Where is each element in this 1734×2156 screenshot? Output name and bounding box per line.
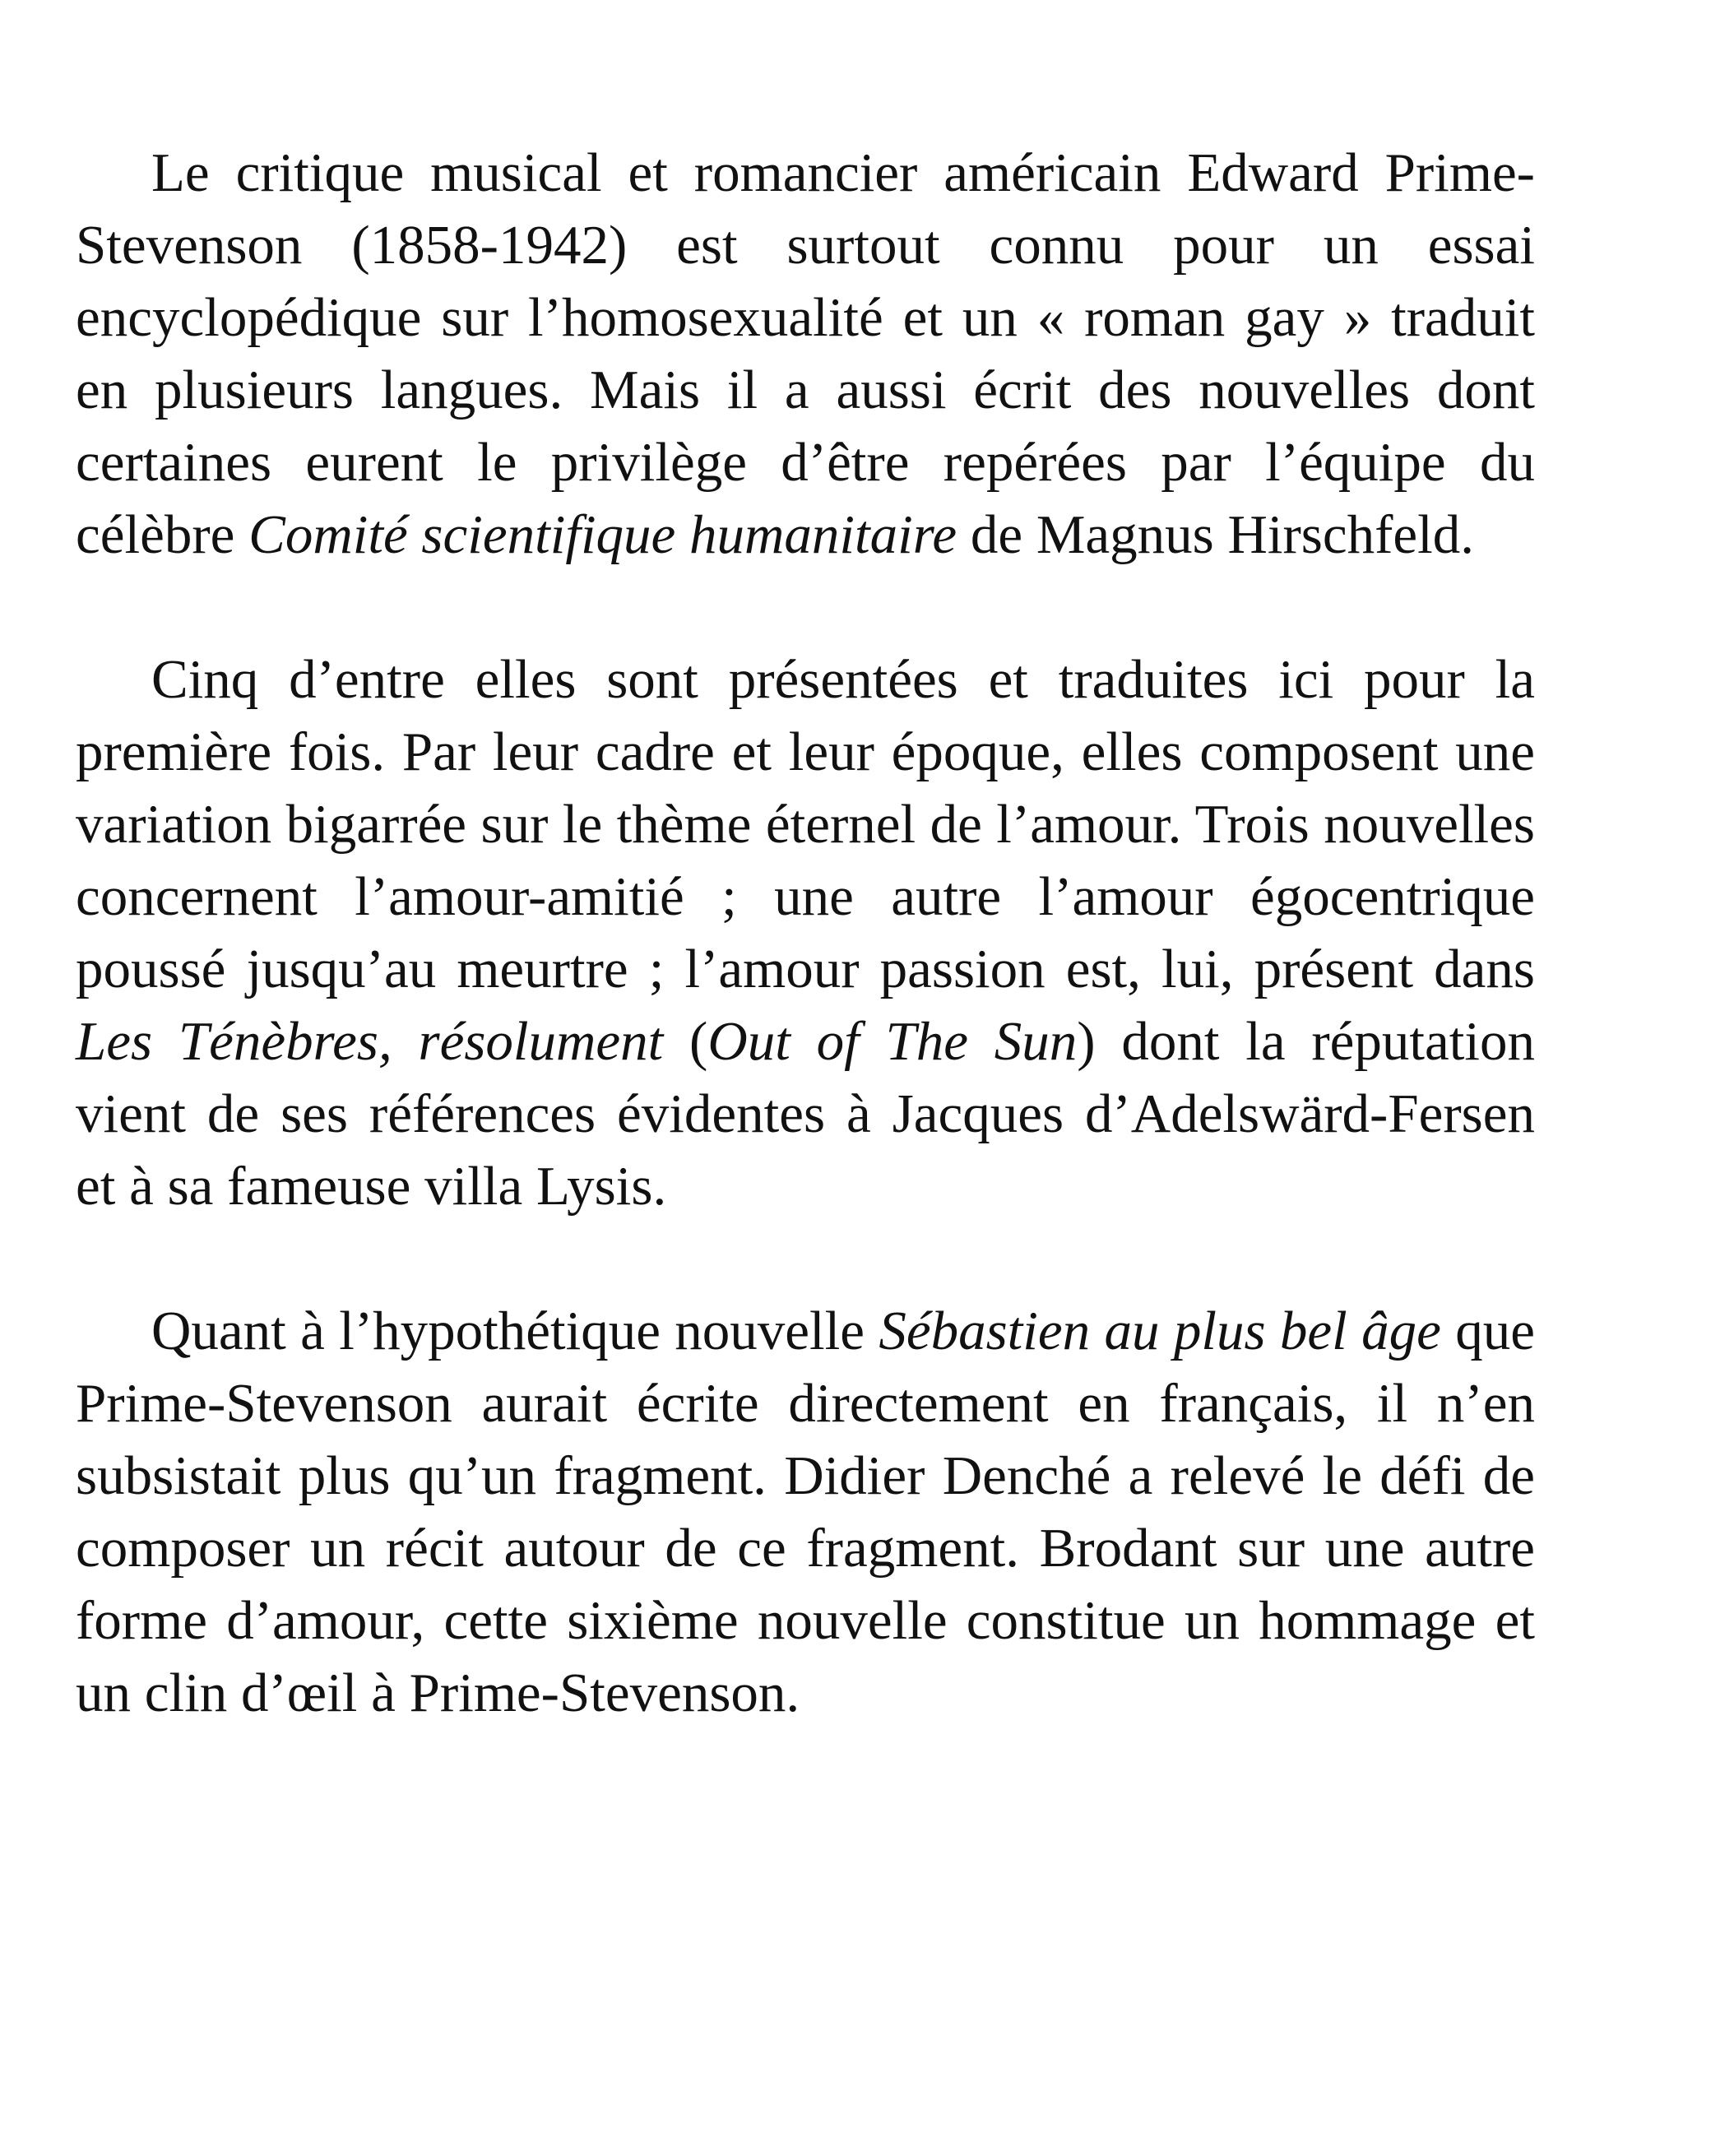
book-blurb <box>76 137 1535 1729</box>
intro-text-2: de Magnus Hirschfeld. <box>957 504 1475 565</box>
sebastien-title: Sébastien au plus bel âge <box>879 1301 1441 1361</box>
stories-text-2: ( <box>663 1011 708 1072</box>
intro-title-comite: Comité scientifique humanitaire <box>248 504 957 565</box>
sebastien-text-2: que Prime-Stevenson aurait écrite directement en français, il n’en subsistait plus qu’un fragment. Didier Denché a relevé le défi de composer un récit autour de ce fragment. Brodant sur une autre forme d’amour, cette sixième nouvelle constitue un hommage et un clin d’œil à Prime-Stevenson. <box>76 1301 1535 1723</box>
stories-text-1: Cinq d’entre elles sont présentées et traduites ici pour la première fois. Par leur cadre et leur époque, elles composent une variation bigarrée sur le thème éternel de l’amour. Trois nouvelles concernent l’amour-amitié ; une autre l’amour égocentrique poussé jusqu’au meurtre ; l’amour passion est, lui, présent dans <box>76 649 1535 999</box>
intro-text-1: Le critique musical et romancier américain Edward Prime-Stevenson (1858-1942) est surtout connu pour un essai encyclopédique sur l’homosexualité et un « roman gay » traduit en plusieurs langues. Mais il a aussi écrit des nouvelles dont certaines eurent le privilège d’être repérées par l’équipe du célèbre <box>76 142 1535 565</box>
sebastien-text-1: Quant à l’hypothétique nouvelle <box>151 1301 879 1361</box>
paragraph-stories <box>76 643 1535 1222</box>
stories-title-tenebres: Les Ténèbres, résolument <box>76 1011 664 1072</box>
stories-title-out-of-the-sun: Out of The Sun <box>707 1011 1078 1072</box>
paragraph-sebastien <box>76 1295 1535 1729</box>
stories-text-3: ) dont la réputation vient de ses références évidentes à Jacques d’Adelswärd-Fersen et à sa fameuse villa Lysis. <box>76 1011 1536 1217</box>
paragraph-intro <box>76 137 1535 571</box>
